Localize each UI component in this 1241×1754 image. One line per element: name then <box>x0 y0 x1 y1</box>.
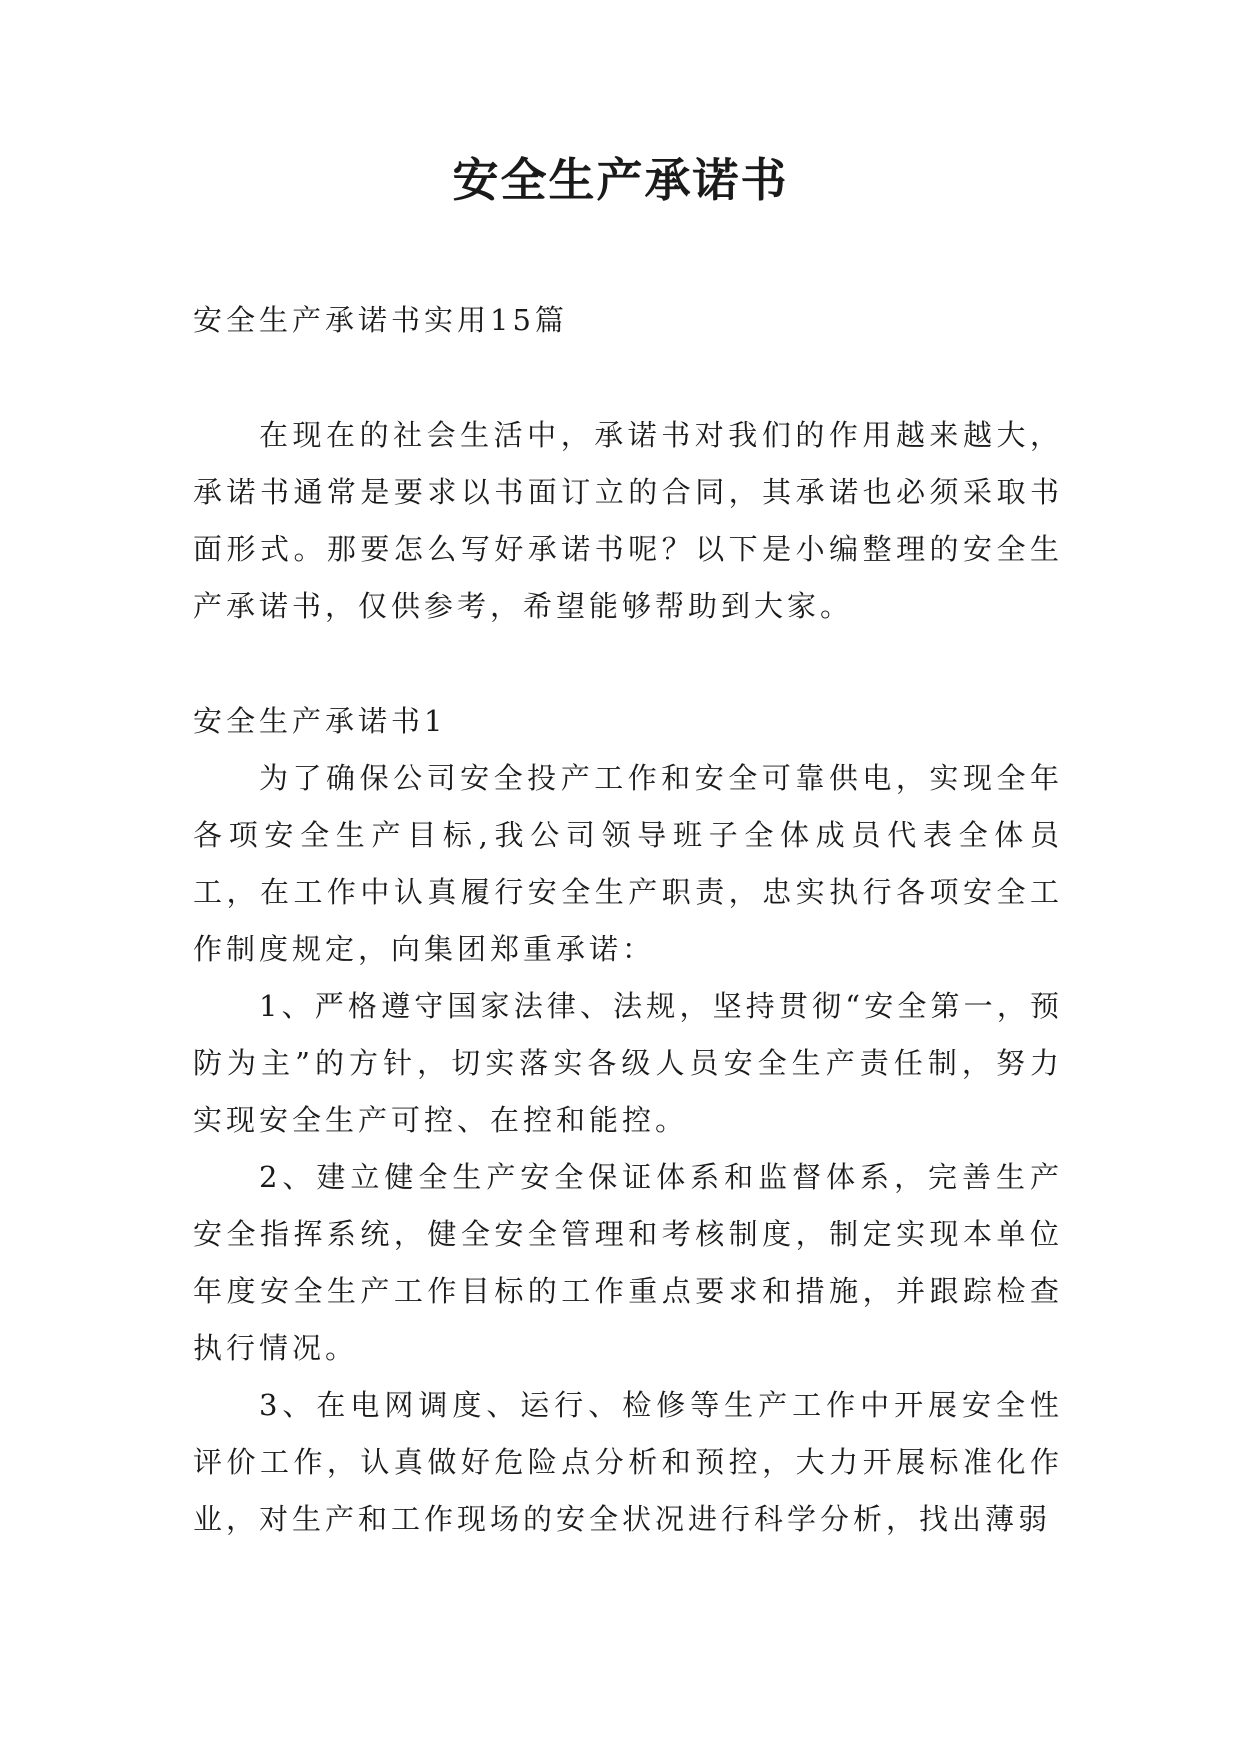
intro-paragraph: 在现在的社会生活中，承诺书对我们的作用越来越大，承诺书通常是要求以书面订立的合同，其承诺也必须采取书面形式。那要怎么写好承诺书呢？以下是小编整理的安全生产承诺书，仅供参考，希望能够帮助到大家。 <box>193 418 1063 623</box>
body-paragraph: 为了确保公司安全投产工作和安全可靠供电，实现全年各项安全生产目标,我公司领导班子全体成员代表全体员工，在工作中认真履行安全生产职责，忠实执行各项安全工作制度规定，向集团郑重承诺： <box>193 761 1063 966</box>
body-paragraph: 3、在电网调度、运行、检修等生产工作中开展安全性评价工作，认真做好危险点分析和预控，大力开展标准化作业，对生产和工作现场的安全状况进行科学分析，找出薄弱 <box>193 1388 1063 1536</box>
body-paragraph: 2、建立健全生产安全保证体系和监督体系，完善生产安全指挥系统，健全安全管理和考核制度，制定实现本单位年度安全生产工作目标的工作重点要求和措施，并跟踪检查执行情况。 <box>193 1160 1063 1365</box>
document-title: 安全生产承诺书 <box>452 153 789 207</box>
body-paragraph: 1、严格遵守国家法律、法规，坚持贯彻“安全第一，预防为主”的方针，切实落实各级人员安全生产责任制，努力实现安全生产可控、在控和能控。 <box>193 989 1063 1137</box>
document-subtitle: 安全生产承诺书实用15篇 <box>193 303 568 337</box>
section-heading: 安全生产承诺书1 <box>193 704 447 738</box>
document-body <box>193 292 1063 1548</box>
